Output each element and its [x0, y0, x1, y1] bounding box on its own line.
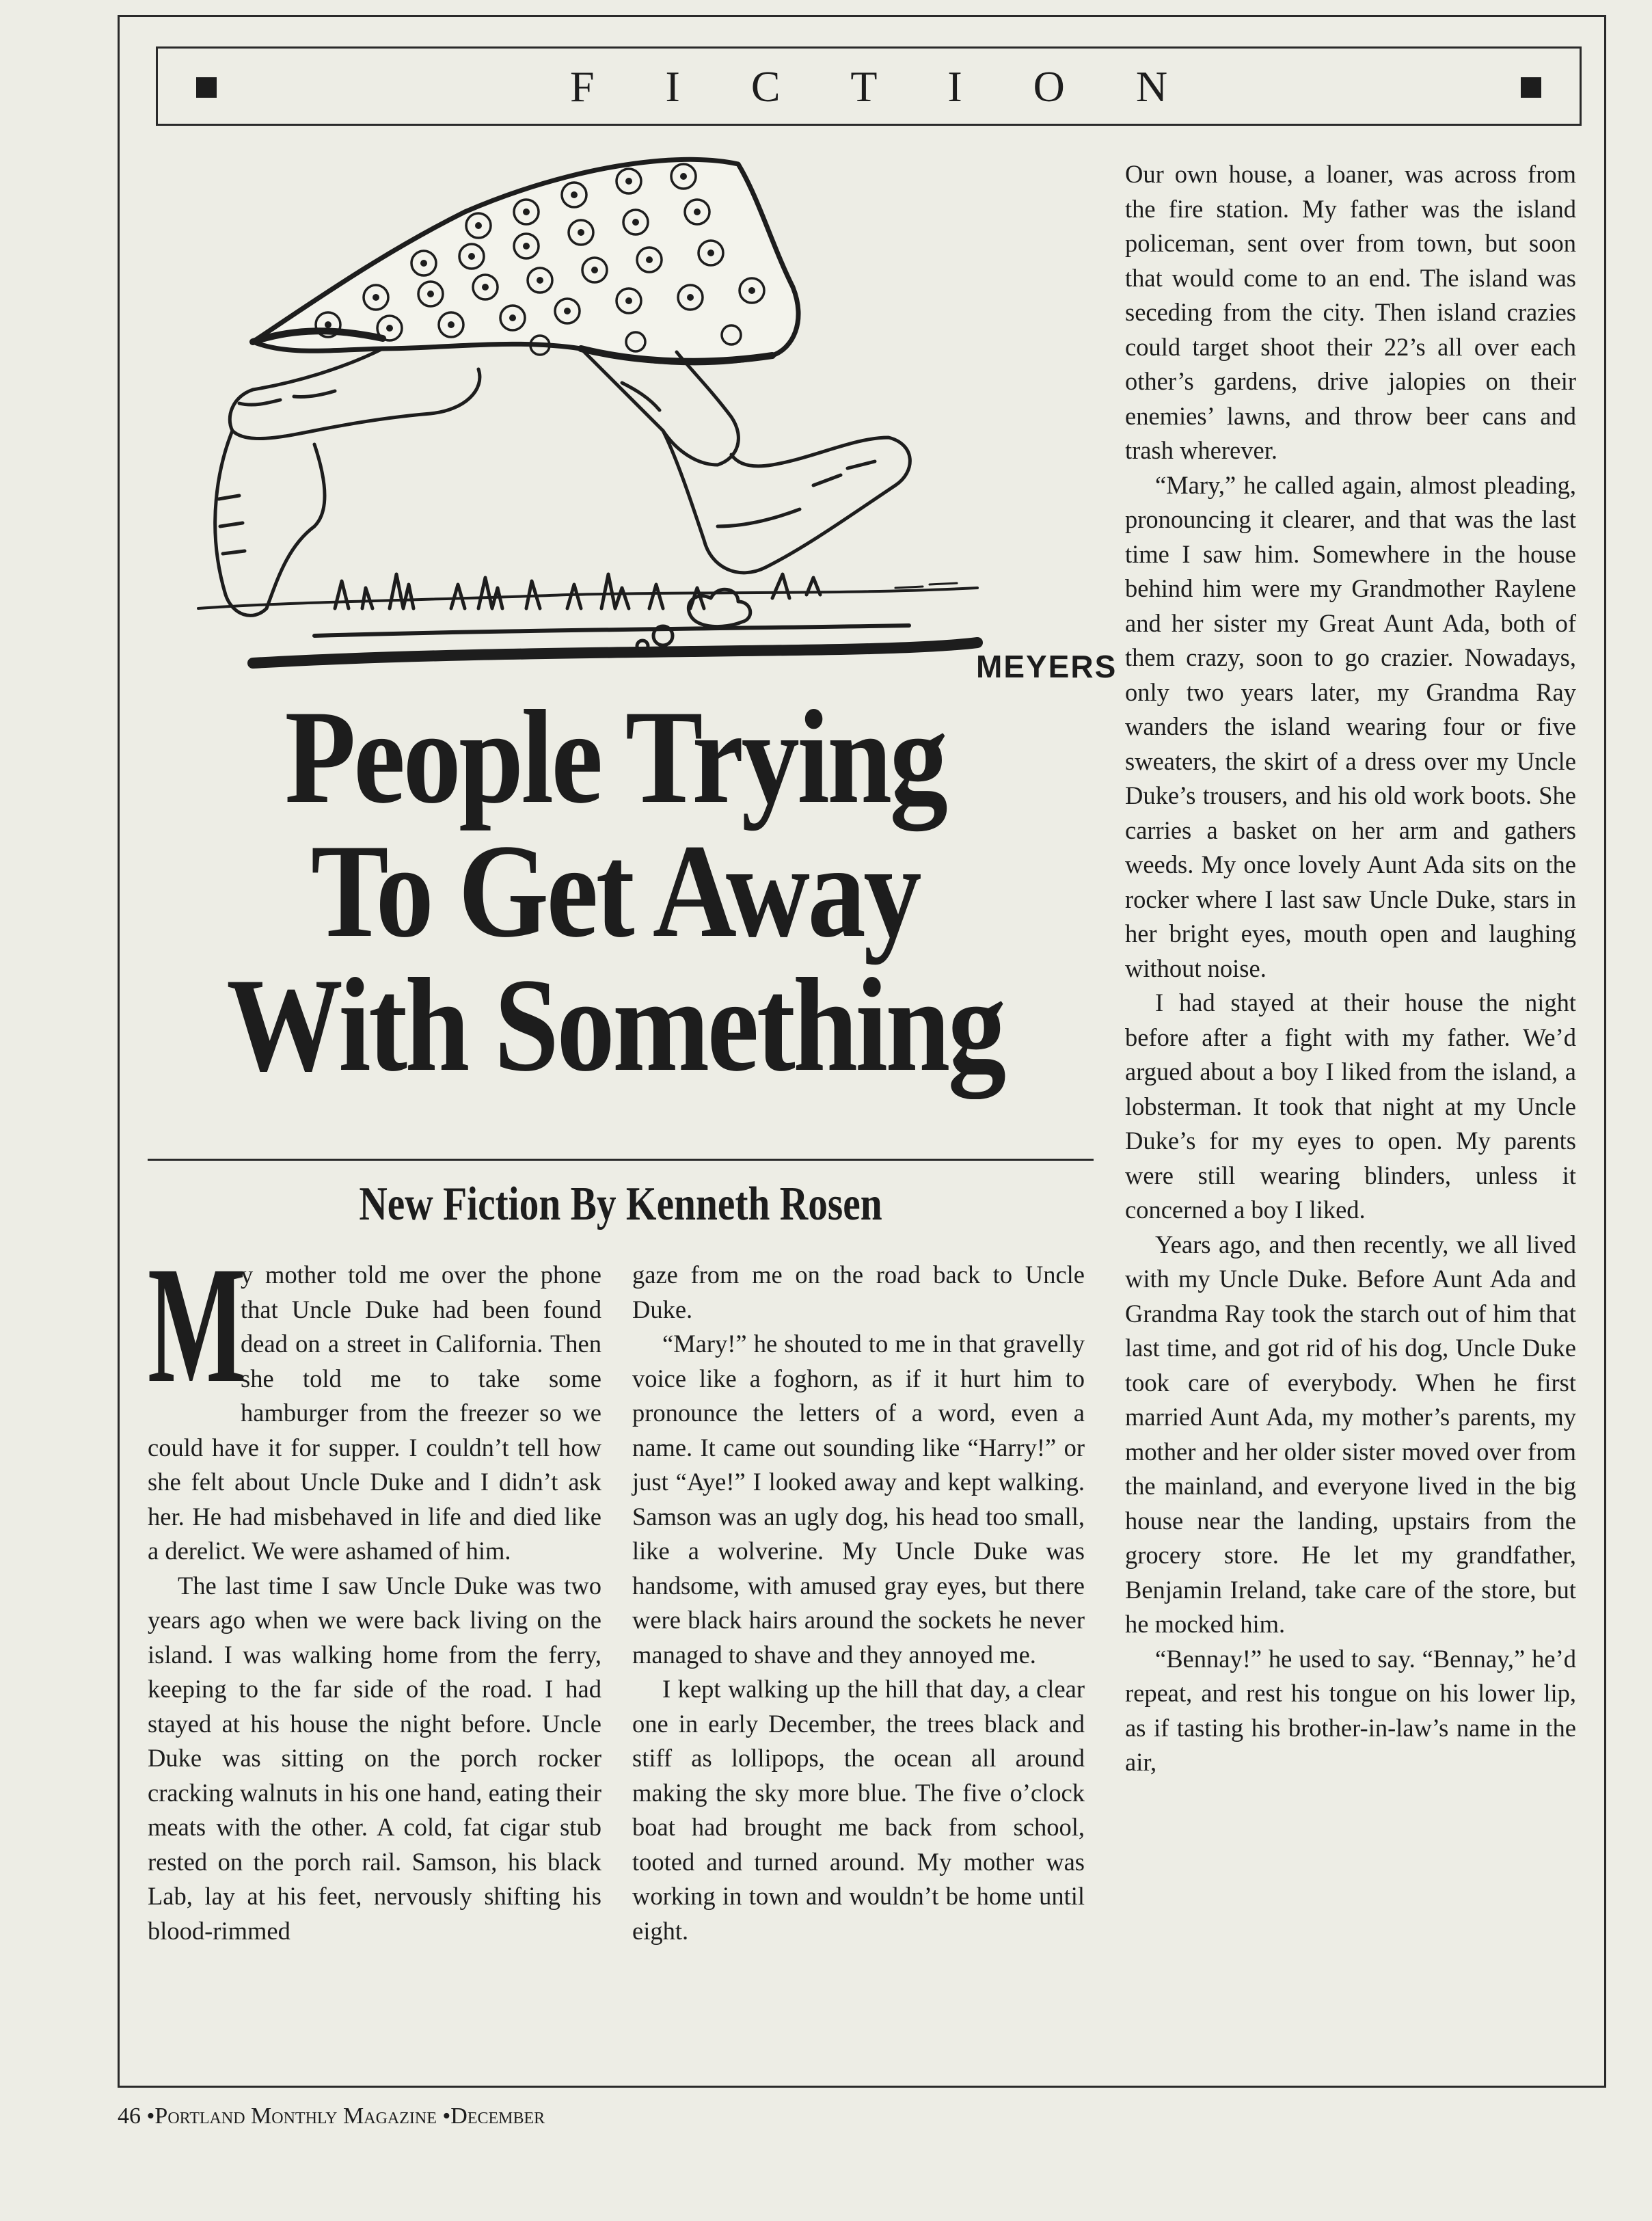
article-title — [181, 683, 1049, 1099]
magazine-name: Portland Monthly Magazine — [154, 2103, 437, 2129]
paragraph: Years ago, and then recently, we all lived with my Uncle Duke. Before Aunt Ada and Grandma Ray took the starch out of him that last time, and got rid of his dog, Uncle Duke took care of everybody. When he first married Aunt Ada, my mother’s parents, my mother and her older sister moved over from the mainland, and everyone lived in the big house near the landing, upstairs from the grocery store. He let my grandfather, Benjamin Ireland, take care of the store, but he mocked him. — [1125, 1230, 1576, 1638]
title-line: People Trying — [284, 683, 946, 831]
byline: New Fiction By Kenneth Rosen — [359, 1178, 882, 1230]
paragraph: “Mary!” he shouted to me in that gravelly voice like a foghorn, as if it hurt him to pronounce the letters of a word, even a name. It came out sounding like “Harry!” or just “Aye!” I looked away and kept walking. Samson was an ugly dog, his head too small, like a wolverine. My Uncle Duke was handsome, with amused gray eyes, but there were black hairs around the sockets he never managed to shave and they annoyed me. — [632, 1330, 1085, 1669]
paragraph: I kept walking up the hill that day, a clear one in early December, the trees black and stiff as lollipops, the ocean all around making the sky more blue. The five o’clock boat had brought me back from school, tooted and turned around. My mother was working in town and wouldn’t be home until eight. — [632, 1675, 1085, 1945]
footer-separator: • — [146, 2103, 155, 2129]
section-header — [156, 46, 1582, 126]
footer-separator: • — [442, 2103, 451, 2129]
running-legs-skirt-illustration — [157, 144, 1094, 690]
article-column-3 — [1125, 157, 1576, 1780]
article-column-1 — [148, 1232, 601, 1948]
issue-month: December — [450, 2103, 545, 2129]
paragraph: gaze from me on the road back to Uncle Duke. — [632, 1261, 1085, 1323]
section-label: F I C T I O N — [569, 62, 1198, 111]
title-rule — [148, 1159, 1094, 1161]
drop-cap: M — [148, 1232, 246, 1417]
paragraph: “Mary,” he called again, almost pleading, pronouncing it clearer, and that was the last time I saw him. Somewhere in the house behind him were my Grandmother Raylene and her sister my Great Aunt Ada, both of them crazy, soon to go crazier. Nowadays, only two years later, my Grandma Ray wanders the island wearing four or five sweaters, the skirt of a dress over my Uncle Duke’s trousers, and his old work boots. She carries a basket on her arm and gathers weeds. My once lovely Aunt Ada sits on the rocker where I last saw Uncle Duke, stars in her bright eyes, mouth open and laughing without noise. — [1125, 470, 1576, 982]
illustrator-signature: MEYERS — [976, 649, 1118, 684]
title-line: With Something — [226, 951, 1004, 1099]
paragraph: The last time I saw Uncle Duke was two years ago when we were back living on the island. I was walking home from the ferry, keeping to the far side of the road. I had stayed at his house the night before. Uncle Duke was sitting on the porch rocker cracking walnuts in his one hand, eating their meats with the other. A cold, fat cigar stub rested on the porch rail. Samson, his black Lab, lay at his feet, nervously shifting his blood-rimmed — [148, 1571, 601, 1945]
square-bullet-icon — [1521, 77, 1541, 98]
title-line: To Get Away — [310, 817, 920, 965]
paragraph: “Bennay!” he used to say. “Bennay,” he’d repeat, and rest his tongue on his lower lip, as if tasting his brother-in-law’s name in the air, — [1125, 1644, 1576, 1776]
paragraph: Our own house, a loaner, was across from the fire station. My father was the island policeman, sent over from town, but soon that would come to an end. The island was seceding from the city. Then island crazies could target shoot their 22’s all over each other’s gardens, drive jalopies on their enemies’ lawns, and throw beer cans and trash wherever. — [1125, 160, 1576, 464]
page-footer — [118, 2103, 545, 2130]
paragraph: I had stayed at their house the night before after a fight with my father. We’d argued about a boy I liked from the island, a lobsterman. It took that night at my Uncle Duke’s for my eyes to open. My parents were still wearing blinders, unless it concerned a boy I liked. — [1125, 988, 1576, 1224]
page-number: 46 — [118, 2103, 141, 2129]
article-column-2 — [632, 1258, 1085, 1948]
paragraph: M y mother told me over the phone that Uncle Duke had been found dead on a street in California. Then she told me to take some hamburger from the freezer so we could have it for supper. I couldn’t tell how she felt about Uncle Duke and I didn’t ask her. He had misbehaved in life and died like a derelict. We were ashamed of him. — [148, 1232, 601, 1565]
